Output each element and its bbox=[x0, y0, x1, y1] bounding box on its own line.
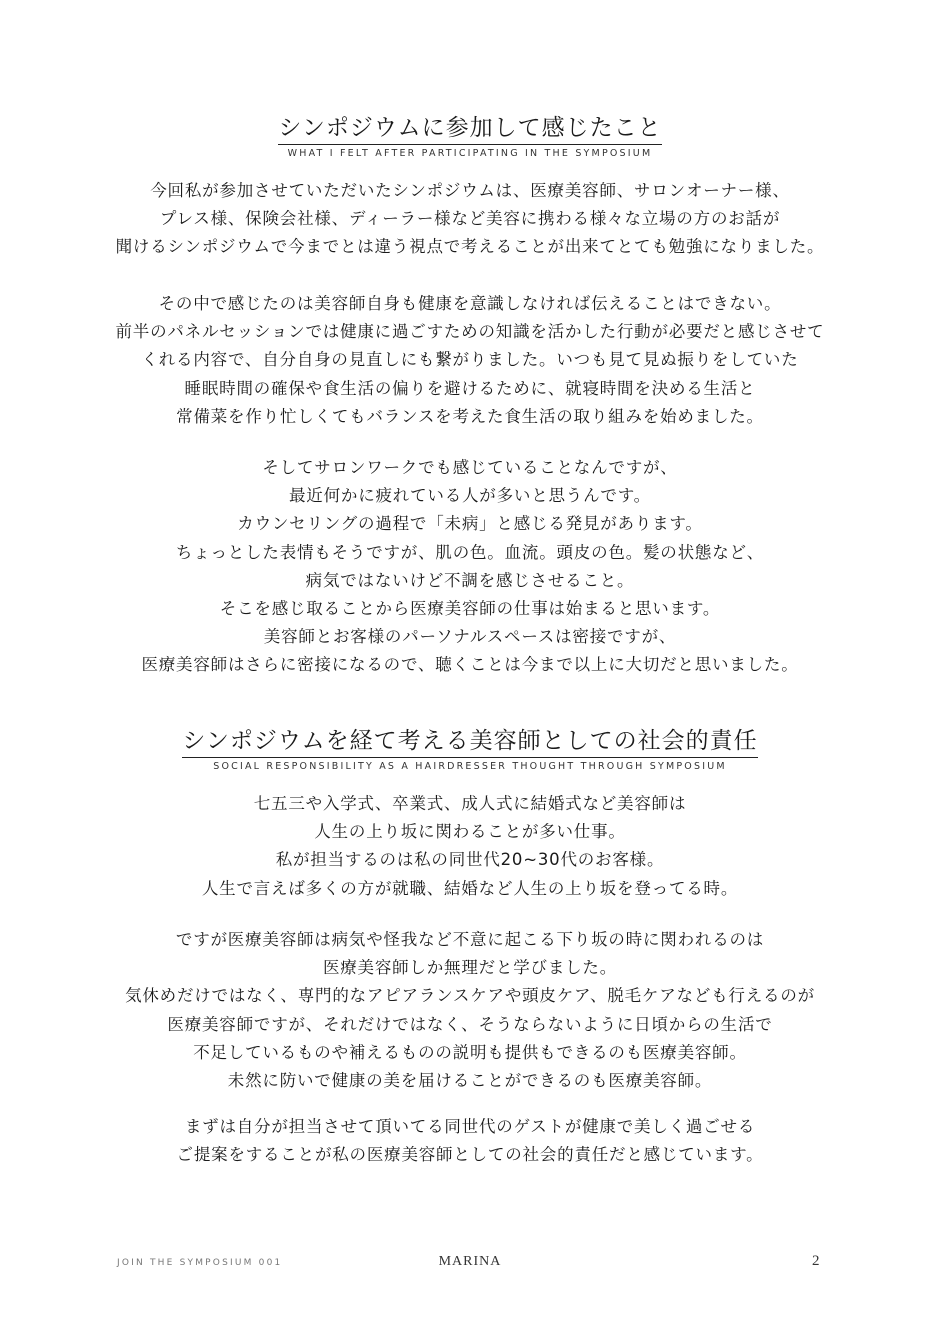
text-line: そこを感じ取ることから医療美容師の仕事は始まると思います。 bbox=[219, 599, 721, 619]
text-line: くれる内容で、自分自身の見直しにも繋がりました。いつも見て見ぬ振りをしていた bbox=[141, 350, 799, 370]
text-line: ちょっとした表情もそうですが、肌の色。血流。頭皮の色。髪の状態など、 bbox=[175, 542, 765, 562]
page-number: 2 bbox=[812, 1253, 820, 1269]
section2-title: シンポジウムを経て考える美容師としての社会的責任 bbox=[182, 727, 757, 758]
text-line: 美容師とお客様のパーソナルスペースは密接ですが、 bbox=[263, 627, 677, 647]
text-line: 七五三や入学式、卒業式、成人式に結婚式など美容師は bbox=[253, 794, 687, 813]
text-line: 常備菜を作り忙しくてもバランスを考えた食生活の取り組みを始めました。 bbox=[176, 406, 764, 426]
section1-paragraph-3 bbox=[0, 454, 940, 680]
text-line: 医療美容師しか無理だと学びました。 bbox=[322, 958, 618, 978]
section1-title: シンポジウムに参加して感じたこと bbox=[278, 114, 661, 145]
text-line: 人生で言えば多くの方が就職、結婚など人生の上り坂を登ってる時。 bbox=[201, 878, 739, 898]
text-line: カウンセリングの過程で「未病」と感じる発見があります。 bbox=[237, 514, 703, 534]
text-line: 睡眠時間の確保や食生活の偏りを避けるために、就寝時間を決める生活と bbox=[184, 378, 756, 398]
text-line: ご提案をすることが私の医療美容師としての社会的責任だと感じています。 bbox=[176, 1145, 764, 1165]
text-line: その中で感じたのは美容師自身も健康を意識しなければ伝えることはできない。 bbox=[158, 294, 782, 313]
text-line: 最近何かに疲れている人が多いと思うんです。 bbox=[289, 486, 651, 506]
text-line: そしてサロンワークでも感じていることなんですが、 bbox=[262, 458, 678, 477]
section1-paragraph-2 bbox=[0, 290, 940, 431]
section1-header bbox=[0, 114, 940, 160]
text-line: 不足しているものや補えるものの説明も提供もできるのも医療美容師。 bbox=[193, 1042, 747, 1062]
footer-series-label: JOIN THE SYMPOSIUM 001 bbox=[117, 1258, 283, 1268]
text-line: ですが医療美容師は病気や怪我など不意に起こる下り坂の時に関われるのは bbox=[175, 930, 765, 949]
section2-header bbox=[0, 727, 940, 773]
text-line: 病気ではないけど不調を感じさせること。 bbox=[305, 570, 635, 590]
text-line: 聞けるシンポジウムで今までとは違う視点で考えることが出来てとても勉強になりました。 bbox=[115, 237, 825, 257]
section1-subtitle: WHAT I FELT AFTER PARTICIPATING IN THE SYMPOSIUM bbox=[287, 148, 653, 159]
section2-subtitle: SOCIAL RESPONSIBILITY AS A HAIRDRESSER THOUGHT THROUGH SYMPOSIUM bbox=[213, 761, 727, 772]
text-line: 私が担当するのは私の同世代20~30代のお客様。 bbox=[275, 850, 665, 870]
text-line: まずは自分が担当させて頂いてる同世代のゲストが健康で美しく過ごせる bbox=[184, 1117, 756, 1136]
text-line: 人生の上り坂に関わることが多い仕事。 bbox=[314, 822, 626, 842]
text-line: 気休めだけではなく、専門的なアピアランスケアや頭皮ケア、脱毛ケアなども行えるのが bbox=[125, 986, 815, 1006]
section2-paragraph-3 bbox=[0, 1113, 940, 1169]
text-line: 医療美容師はさらに密接になるので、聴くことは今まで以上に大切だと思いました。 bbox=[141, 655, 799, 675]
section1-paragraph-1 bbox=[0, 177, 940, 262]
text-line: 前半のパネルセッションでは健康に過ごすための知識を活かした行動が必要だと感じさせて bbox=[115, 322, 825, 342]
section2-paragraph-2 bbox=[0, 926, 940, 1095]
text-line: プレス様、保険会社様、ディーラー様など美容に携わる様々な立場の方のお話が bbox=[159, 209, 781, 229]
section2-paragraph-1 bbox=[0, 790, 940, 903]
footer-author-name: MARINA bbox=[438, 1254, 502, 1269]
text-line: 今回私が参加させていただいたシンポジウムは、医療美容師、サロンオーナー様、 bbox=[150, 181, 790, 200]
text-line: 未然に防いで健康の美を届けることができるのも医療美容師。 bbox=[227, 1071, 713, 1091]
text-line: 医療美容師ですが、それだけではなく、そうならないように日頃からの生活で bbox=[167, 1014, 773, 1034]
